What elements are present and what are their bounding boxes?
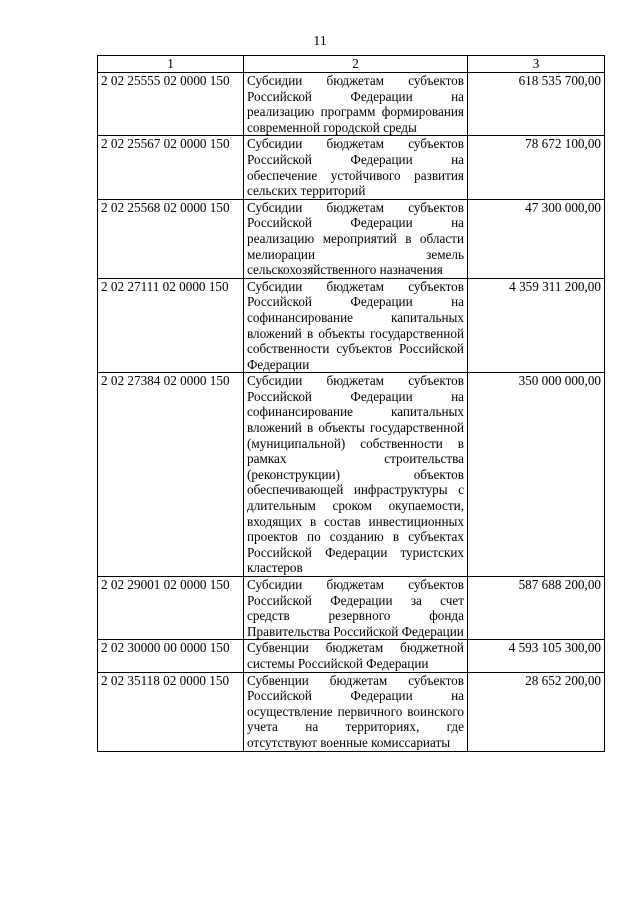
revenue-name-cell: Субвенции бюджетам бюджетной системы Российской Федерации (244, 640, 468, 672)
amount-cell: 4 359 311 200,00 (468, 278, 605, 373)
table-row (98, 73, 605, 136)
budget-code-cell: 2 02 29001 02 0000 150 (98, 577, 244, 640)
column-header-amount: 3 (468, 56, 605, 73)
budget-code-cell: 2 02 27111 02 0000 150 (98, 278, 244, 373)
budget-code-cell: 2 02 35118 02 0000 150 (98, 672, 244, 751)
table-row (98, 199, 605, 278)
table-row (98, 278, 605, 373)
budget-code-cell: 2 02 25568 02 0000 150 (98, 199, 244, 278)
table-row (98, 577, 605, 640)
revenue-name-cell: Субвенции бюджетам субъектов Российской Федерации на осуществление первичного воинского учета на территориях, где отсутствуют военные комиссариаты (244, 672, 468, 751)
revenue-name-cell: Субсидии бюджетам субъектов Российской Федерации на обеспечение устойчивого развития сельских территорий (244, 136, 468, 199)
revenue-name-cell: Субсидии бюджетам субъектов Российской Федерации на софинансирование капитальных вложений в объекты государственной собственности субъектов Российской Федерации (244, 278, 468, 373)
table-row (98, 672, 605, 751)
column-header-code: 1 (98, 56, 244, 73)
amount-cell: 4 593 105 300,00 (468, 640, 605, 672)
amount-cell: 47 300 000,00 (468, 199, 605, 278)
page-number: 11 (313, 34, 327, 49)
budget-code-cell: 2 02 27384 02 0000 150 (98, 373, 244, 577)
amount-cell: 78 672 100,00 (468, 136, 605, 199)
table-row (98, 640, 605, 672)
budget-revenue-table (97, 55, 605, 752)
amount-cell: 587 688 200,00 (468, 577, 605, 640)
revenue-name-cell: Субсидии бюджетам субъектов Российской Федерации на софинансирование капитальных вложений в объекты государственной (муниципальной) собственности в рамках строительства (реконструкции) объектов обеспечивающей инфраструктуры с длительным сроком окупаемости, входящих в состав инвестиционных проектов по созданию в субъектах Российской Федерации туристских кластеров (244, 373, 468, 577)
table-row (98, 373, 605, 577)
table-body (98, 73, 605, 752)
budget-code-cell: 2 02 30000 00 0000 150 (98, 640, 244, 672)
budget-code-cell: 2 02 25567 02 0000 150 (98, 136, 244, 199)
table-header (98, 56, 605, 73)
amount-cell: 28 652 200,00 (468, 672, 605, 751)
revenue-name-cell: Субсидии бюджетам субъектов Российской Федерации на реализацию программ формирования современной городской среды (244, 73, 468, 136)
budget-code-cell: 2 02 25555 02 0000 150 (98, 73, 244, 136)
amount-cell: 618 535 700,00 (468, 73, 605, 136)
table-row (98, 136, 605, 199)
header-row (98, 56, 605, 73)
revenue-name-cell: Субсидии бюджетам субъектов Российской Федерации за счет средств резервного фонда Правительства Российской Федерации (244, 577, 468, 640)
amount-cell: 350 000 000,00 (468, 373, 605, 577)
column-header-name: 2 (244, 56, 468, 73)
revenue-name-cell: Субсидии бюджетам субъектов Российской Федерации на реализацию мероприятий в области мелиорации земель сельскохозяйственного назначения (244, 199, 468, 278)
